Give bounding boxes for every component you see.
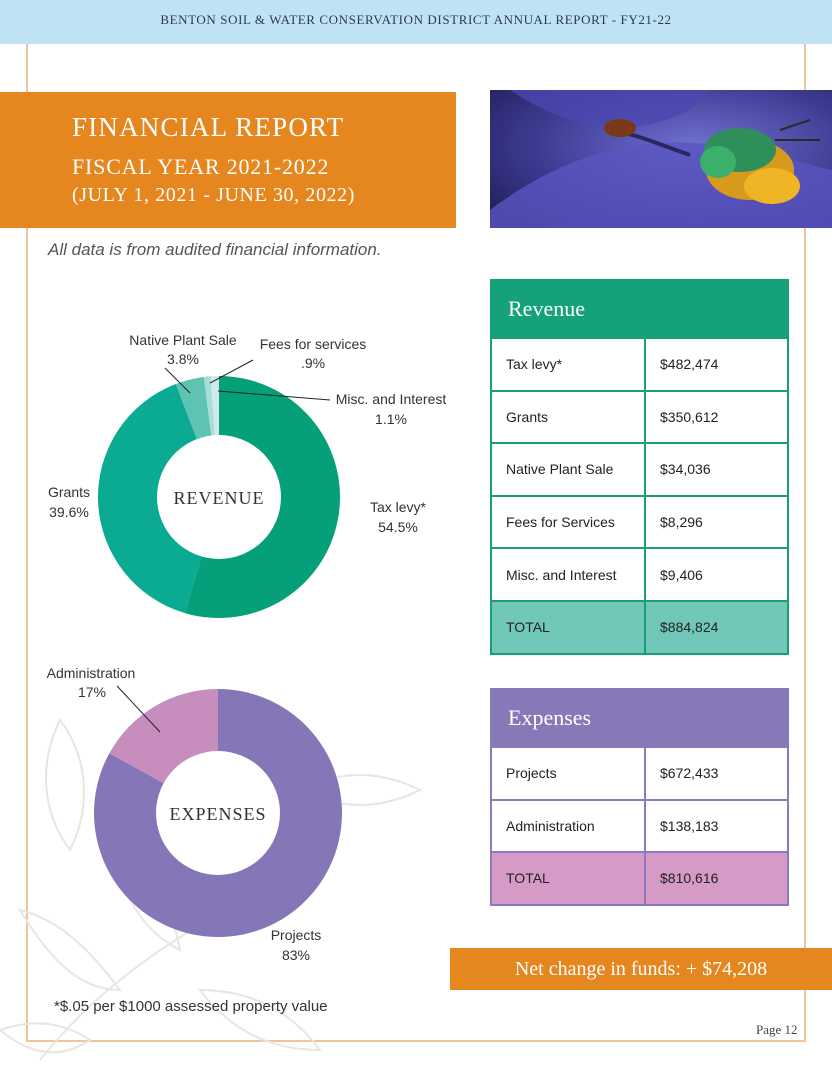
row-label: Projects bbox=[492, 748, 646, 799]
table-row bbox=[492, 442, 787, 495]
expenses-total-row bbox=[492, 851, 787, 904]
table-row bbox=[492, 547, 787, 600]
footnote: *$.05 per $1000 assessed property value bbox=[54, 998, 328, 1015]
header-text: BENTON SOIL & WATER CONSERVATION DISTRICT ANNUAL REPORT - FY21-22 bbox=[160, 12, 672, 27]
slice-label-administration: Administration bbox=[46, 665, 136, 681]
table-row bbox=[492, 746, 787, 799]
page-number: Page 12 bbox=[756, 1022, 798, 1037]
audit-note: All data is from audited financial information. bbox=[48, 240, 382, 259]
table-row bbox=[492, 495, 787, 548]
slice-label-native-plant-sale: Native Plant Sale bbox=[129, 332, 237, 348]
slice-label-misc-interest: Misc. and Interest bbox=[335, 391, 447, 407]
fiscal-year-subtitle: FISCAL YEAR 2021-2022 bbox=[72, 154, 330, 179]
slice-value-tax-levy: 54.5% bbox=[378, 519, 418, 535]
slice-label-projects: Projects bbox=[270, 927, 322, 943]
total-amount: $810,616 bbox=[660, 870, 719, 887]
row-amount: $350,612 bbox=[660, 408, 719, 425]
slice-value-misc-interest: 1.1% bbox=[375, 411, 407, 427]
revenue-center-label: REVENUE bbox=[173, 488, 265, 508]
slice-value-grants: 39.6% bbox=[49, 504, 89, 520]
slice-label-fees-for-services: Fees for services bbox=[259, 336, 367, 352]
date-range-subtitle: (JULY 1, 2021 - JUNE 30, 2022) bbox=[72, 184, 356, 206]
total-amount: $884,824 bbox=[660, 619, 719, 636]
row-label: Fees for Services bbox=[492, 497, 646, 548]
row-amount: $8,296 bbox=[660, 514, 703, 531]
slice-value-administration: 17% bbox=[77, 684, 107, 700]
total-label: TOTAL bbox=[492, 602, 646, 653]
slice-label-grants: Grants bbox=[47, 484, 91, 500]
row-label: Administration bbox=[492, 801, 646, 852]
row-label: Tax levy* bbox=[492, 339, 646, 390]
row-amount: $34,036 bbox=[660, 461, 711, 478]
slice-value-fees-for-services: .9% bbox=[300, 355, 326, 371]
row-label: Grants bbox=[492, 392, 646, 443]
revenue-table bbox=[490, 279, 789, 655]
row-amount: $9,406 bbox=[660, 566, 703, 583]
table-row bbox=[492, 799, 787, 852]
report-title: FINANCIAL REPORT bbox=[72, 112, 345, 142]
net-change-banner: Net change in funds: + $74,208 bbox=[450, 948, 832, 990]
table-row bbox=[492, 390, 787, 443]
row-amount: $482,474 bbox=[660, 356, 719, 373]
expenses-table-title: Expenses bbox=[492, 690, 787, 746]
slice-value-native-plant-sale: 3.8% bbox=[167, 351, 199, 367]
row-amount: $672,433 bbox=[660, 765, 719, 782]
table-row bbox=[492, 337, 787, 390]
slice-label-tax-levy: Tax levy* bbox=[369, 499, 427, 515]
revenue-table-title: Revenue bbox=[492, 281, 787, 337]
expenses-center-label: EXPENSES bbox=[169, 804, 267, 824]
row-label: Misc. and Interest bbox=[492, 549, 646, 600]
revenue-total-row bbox=[492, 600, 787, 653]
row-amount: $138,183 bbox=[660, 817, 719, 834]
slice-value-projects: 83% bbox=[281, 947, 311, 963]
expenses-table bbox=[490, 688, 789, 906]
row-label: Native Plant Sale bbox=[492, 444, 646, 495]
total-label: TOTAL bbox=[492, 853, 646, 904]
